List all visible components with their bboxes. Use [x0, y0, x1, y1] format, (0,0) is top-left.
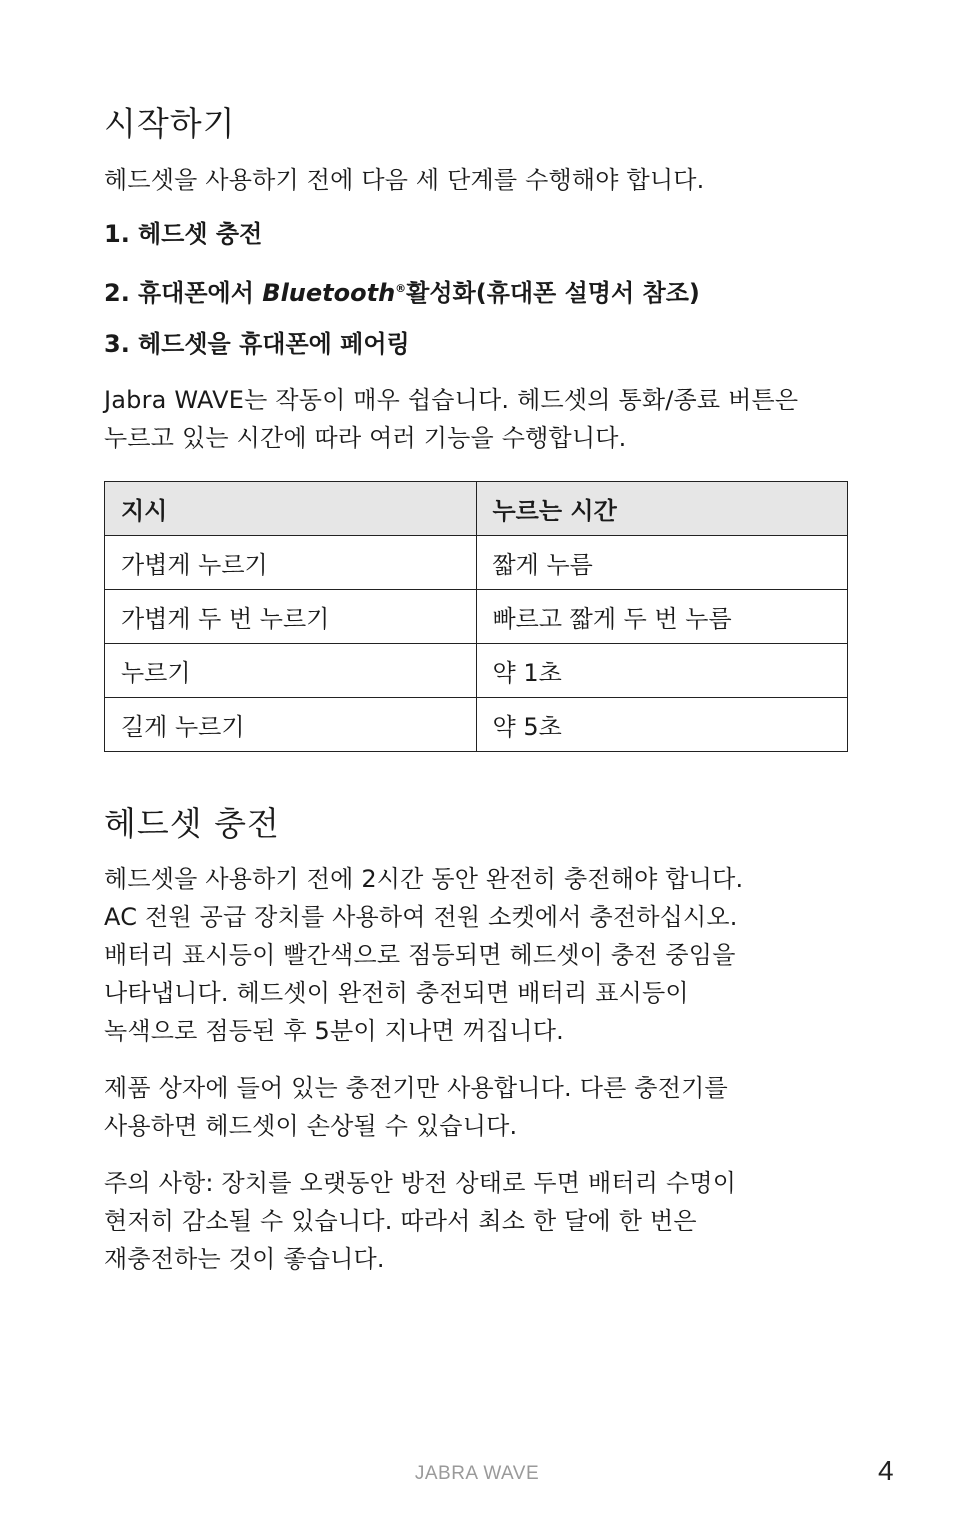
- registered-mark: ®: [395, 282, 407, 295]
- text-line: 배터리 표시등이 빨간색으로 점등되면 헤드셋이 충전 중임을: [104, 941, 736, 969]
- page-number: 4: [878, 1455, 894, 1486]
- step-2: [104, 269, 700, 324]
- steps-list: [104, 214, 700, 379]
- charging-paragraph-1: [104, 860, 850, 1050]
- charging-paragraph-2: [104, 1069, 850, 1145]
- step-number: 1.: [104, 220, 130, 248]
- text-line: 제품 상자에 들어 있는 충전기만 사용합니다. 다른 충전기를: [104, 1074, 728, 1102]
- table-row: [105, 698, 848, 752]
- step-text: 헤드셋을 휴대폰에 페어링: [138, 330, 410, 358]
- section-title-charging: 헤드셋 충전: [104, 804, 280, 843]
- bluetooth-brand: Bluetooth: [262, 279, 396, 307]
- table-cell: 길게 누르기: [105, 698, 477, 752]
- step-text-post: 활성화(휴대폰 설명서 참조): [406, 279, 700, 307]
- step-number: 2.: [104, 279, 130, 307]
- table-row: [105, 536, 848, 590]
- step-1: [104, 214, 700, 269]
- button-functions-table: [104, 481, 848, 752]
- step-text-pre: 휴대폰에서: [138, 279, 263, 307]
- text-line: 재충전하는 것이 좋습니다.: [104, 1245, 385, 1273]
- charging-caution-paragraph: [104, 1164, 850, 1278]
- section-intro: 헤드셋을 사용하기 전에 다음 세 단계를 수행해야 합니다.: [104, 166, 705, 194]
- table-cell: 누르기: [105, 644, 477, 698]
- table-cell: 가볍게 두 번 누르기: [105, 590, 477, 644]
- table-cell: 약 1초: [476, 644, 848, 698]
- desc-line: 누르고 있는 시간에 따라 여러 기능을 수행합니다.: [104, 424, 627, 452]
- table-cell: 가볍게 누르기: [105, 536, 477, 590]
- text-line: 현저히 감소될 수 있습니다. 따라서 최소 한 달에 한 번은: [104, 1207, 697, 1235]
- table-row: [105, 590, 848, 644]
- table-header-row: [105, 482, 848, 536]
- operation-description: [104, 381, 850, 457]
- step-number: 3.: [104, 330, 130, 358]
- table-cell: 약 5초: [476, 698, 848, 752]
- desc-line: Jabra WAVE는 작동이 매우 쉽습니다. 헤드셋의 통화/종료 버튼은: [104, 386, 799, 414]
- table-cell: 짧게 누름: [476, 536, 848, 590]
- table-header: 누르는 시간: [476, 482, 848, 536]
- section-title-getting-started: 시작하기: [104, 104, 236, 143]
- text-line: AC 전원 공급 장치를 사용하여 전원 소켓에서 충전하십시오.: [104, 903, 738, 931]
- text-line: 나타냅니다. 헤드셋이 완전히 충전되면 배터리 표시등이: [104, 979, 689, 1007]
- step-text: 헤드셋 충전: [138, 220, 263, 248]
- text-line: 녹색으로 점등된 후 5분이 지나면 꺼집니다.: [104, 1017, 564, 1045]
- step-3: [104, 324, 700, 379]
- table-row: [105, 644, 848, 698]
- table-header: 지시: [105, 482, 477, 536]
- text-line: 헤드셋을 사용하기 전에 2시간 동안 완전히 충전해야 합니다.: [104, 865, 744, 893]
- text-line: 사용하면 헤드셋이 손상될 수 있습니다.: [104, 1112, 518, 1140]
- footer-brand: JABRA WAVE: [414, 1463, 540, 1484]
- text-line: 주의 사항: 장치를 오랫동안 방전 상태로 두면 배터리 수명이: [104, 1169, 737, 1197]
- table-cell: 빠르고 짧게 두 번 누름: [476, 590, 848, 644]
